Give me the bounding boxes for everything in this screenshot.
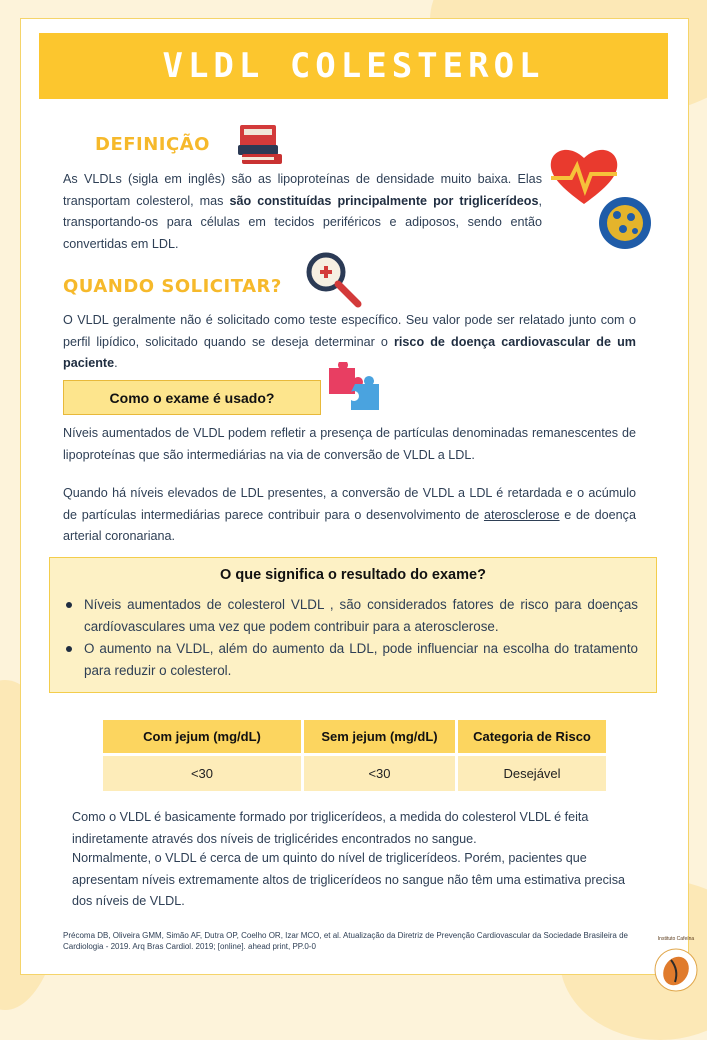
list-item: O aumento na VLDL, além do aumento da LDL, pode influenciar na escolha do tratamento para reduzir o colesterol. xyxy=(70,638,638,682)
usage-label-box xyxy=(63,380,321,415)
result-meaning-list xyxy=(70,594,638,682)
usage-label: Como o exame é usado? xyxy=(109,389,275,406)
definition-text: As VLDLs (sigla em inglês) são as lipoproteínas de densidade muito baixa. Elas transportam colesterol, mas são constituídas principalmente por triglicerídeos, transportando-os para células em tecidos periféricos e adiposos, sendo então convertidas em LDL. xyxy=(63,172,542,251)
logo-text: Instituto Cafeína xyxy=(657,936,695,942)
closing-paragraph-1: Como o VLDL é basicamente formado por triglicerídeos, a medida do colesterol VLDL é feita indiretamente através dos níveis de triglicérides encontrados no sangue. xyxy=(72,810,589,846)
header-fasting: Com jejum (mg/dL) xyxy=(103,720,301,753)
closing-paragraph-2: Normalmente, o VLDL é cerca de um quinto do nível de triglicerídeos. Porém, pacientes que apresentam níveis extremamente altos de triglicerídeos no sangue não têm uma estimativa precisa dos níveis de VLDL. xyxy=(72,851,626,908)
books-icon xyxy=(236,121,284,167)
table-row xyxy=(103,753,606,791)
cell-risk-category: Desejável xyxy=(458,753,606,791)
usage-paragraph-1: Níveis aumentados de VLDL podem refletir a presença de partículas denominadas remanescentes de lipoproteínas que são intermediárias na via de conversão de VLDL a LDL. xyxy=(63,426,636,462)
atherosclerosis-link[interactable]: aterosclerose xyxy=(483,507,560,522)
coffee-bean-logo xyxy=(653,940,699,996)
magnifier-plus-icon xyxy=(304,252,364,308)
cell-non-fasting: <30 xyxy=(304,753,455,791)
reference-citation: Précoma DB, Oliveira GMM, Simão AF, Dutra OP, Coelho OR, Izar MCO, et al. Atualização da Diretriz de Prevenção Cardiovascular da Sociedade Brasileira de Cardiologia - 2019. Arq Bras Cardiol. 2019; [online]. ahead print, PP.0-0 xyxy=(63,931,628,951)
puzzle-icon xyxy=(325,362,383,414)
table-header-row xyxy=(103,720,606,753)
cell-fasting: <30 xyxy=(103,753,301,791)
definition-heading: DEFINIÇÃO xyxy=(95,134,210,155)
result-meaning-box xyxy=(49,557,657,693)
page-title: VLDL COLESTEROL xyxy=(162,46,545,86)
result-meaning-title: O que significa o resultado do exame? xyxy=(220,567,486,583)
usage-paragraph-2: Quando há níveis elevados de LDL presentes, a conversão de VLDL a LDL é retardada e o acúmulo de partículas intermediárias parece contribuir para o desenvolvimento de aterosclerose e de doença arterial coronariana. xyxy=(63,486,636,543)
header-non-fasting: Sem jejum (mg/dL) xyxy=(304,720,455,753)
header-risk-category: Categoria de Risco xyxy=(458,720,606,753)
risk-table xyxy=(100,720,609,791)
when-text: O VLDL geralmente não é solicitado como teste específico. Seu valor pode ser relatado junto com o perfil lipídico, solicitado quando se deseja determinar o risco de doença cardiovascular de um paciente. xyxy=(63,313,636,370)
when-heading: QUANDO SOLICITAR? xyxy=(63,276,282,297)
title-bar xyxy=(39,33,668,99)
list-item: Níveis aumentados de colesterol VLDL , são considerados fatores de risco para doenças cardíovasculares uma vez que podem contribuir para a aterosclerose. xyxy=(70,594,638,638)
lipoprotein-icon xyxy=(597,195,653,251)
